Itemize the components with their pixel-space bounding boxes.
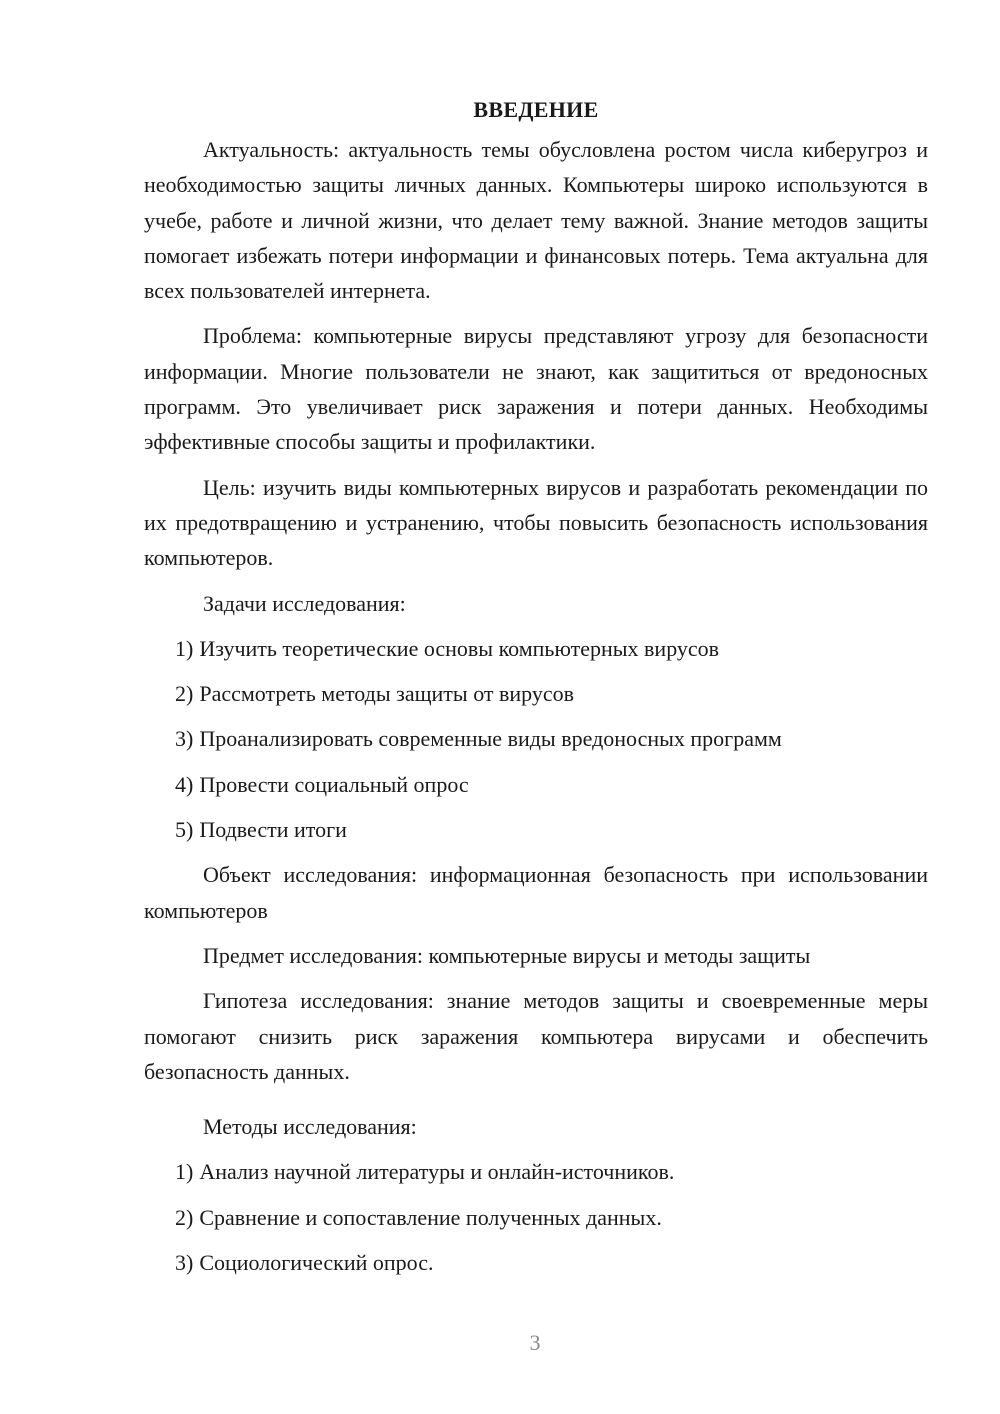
document-page [144,92,928,1290]
relevance-paragraph: Актуальность: актуальность темы обусловлена ростом числа киберугроз и необходимостью защиты личных данных. Компьютеры широко используются в учебе, работе и личной жизни, что делает тему важной. Знание методов защиты помогает избежать потери информации и финансовых потерь. Тема актуальна для всех пользователей интернета. [144,137,928,304]
page-number: 3 [529,1330,541,1355]
goal-paragraph: Цель: изучить виды компьютерных вирусов и разработать рекомендации по их предотвращению и устранению, чтобы повысить безопасность использования компьютеров. [144,474,928,571]
list-item: 5) Подвести итоги [175,817,347,843]
tasks-heading: Задачи исследования: [203,590,406,616]
list-item: 1) Анализ научной литературы и онлайн-источников. [175,1159,675,1185]
object-paragraph: Объект исследования: информационная безопасность при использовании компьютеров [144,862,928,923]
hypothesis-paragraph: Гипотеза исследования: знание методов защиты и своевременные меры помогают снизить риск заражения компьютера вирусами и обеспечить безопасность данных. [144,988,928,1084]
methods-heading: Методы исследования: [203,1114,417,1140]
methods-list [144,1154,928,1280]
list-item: 4) Провести социальный опрос [175,771,469,797]
list-item: 3) Проанализировать современные виды вредоносных программ [175,726,782,752]
page-title: ВВЕДЕНИЕ [473,97,599,122]
list-item: 2) Сравнение и сопоставление полученных данных. [175,1204,662,1230]
list-item: 2) Рассмотреть методы защиты от вирусов [175,681,575,707]
problem-paragraph: Проблема: компьютерные вирусы представляют угрозу для безопасности информации. Многие пользователи не знают, как защититься от вредоносных программ. Это увеличивает риск заражения и потери данных. Необходимы эффективные способы защиты и профилактики. [144,323,928,455]
tasks-list [144,631,928,847]
list-item: 3) Социологический опрос. [175,1250,434,1276]
list-item: 1) Изучить теоретические основы компьютерных вирусов [175,635,720,661]
subject-paragraph: Предмет исследования: компьютерные вирусы и методы защиты [203,942,811,968]
